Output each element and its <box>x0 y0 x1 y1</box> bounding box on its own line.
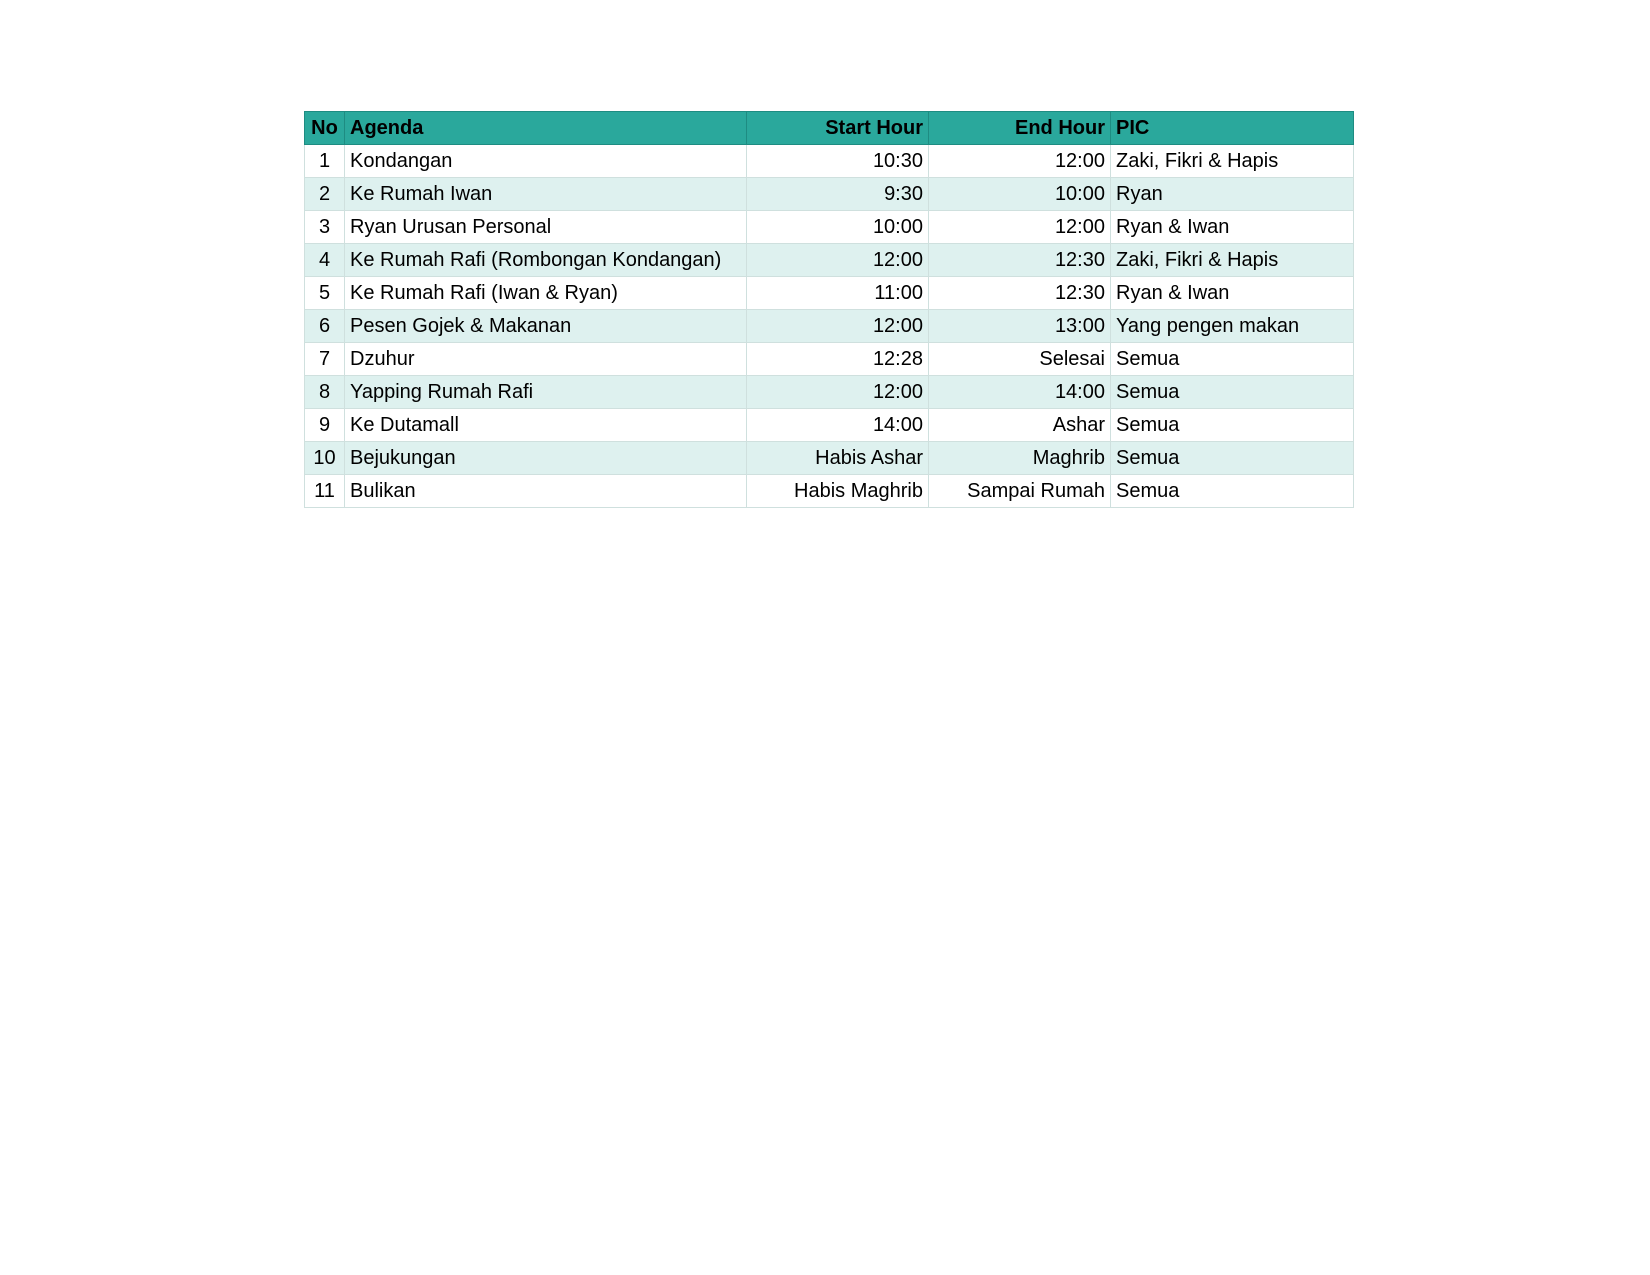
cell-start-hour: 14:00 <box>747 409 929 442</box>
cell-start-hour: Habis Maghrib <box>747 475 929 508</box>
header-pic: PIC <box>1111 112 1354 145</box>
cell-agenda: Ke Rumah Rafi (Iwan & Ryan) <box>345 277 747 310</box>
cell-pic: Ryan <box>1111 178 1354 211</box>
cell-start-hour: 12:00 <box>747 376 929 409</box>
table-row <box>305 211 1354 244</box>
cell-end-hour: 14:00 <box>929 376 1111 409</box>
cell-pic: Semua <box>1111 343 1354 376</box>
table-row <box>305 277 1354 310</box>
cell-no: 1 <box>305 145 345 178</box>
table-row <box>305 244 1354 277</box>
cell-start-hour: 10:00 <box>747 211 929 244</box>
header-agenda: Agenda <box>345 112 747 145</box>
table-row <box>305 442 1354 475</box>
cell-start-hour: 10:30 <box>747 145 929 178</box>
agenda-sheet <box>304 111 1354 508</box>
cell-agenda: Ryan Urusan Personal <box>345 211 747 244</box>
cell-start-hour: 11:00 <box>747 277 929 310</box>
cell-agenda: Ke Rumah Rafi (Rombongan Kondangan) <box>345 244 747 277</box>
agenda-table <box>304 111 1354 508</box>
cell-start-hour: 12:00 <box>747 244 929 277</box>
cell-end-hour: 12:00 <box>929 145 1111 178</box>
cell-agenda: Dzuhur <box>345 343 747 376</box>
cell-agenda: Kondangan <box>345 145 747 178</box>
cell-pic: Semua <box>1111 442 1354 475</box>
cell-no: 8 <box>305 376 345 409</box>
cell-pic: Zaki, Fikri & Hapis <box>1111 244 1354 277</box>
cell-pic: Ryan & Iwan <box>1111 277 1354 310</box>
table-header-row <box>305 112 1354 145</box>
cell-pic: Semua <box>1111 376 1354 409</box>
cell-no: 11 <box>305 475 345 508</box>
cell-end-hour: Sampai Rumah <box>929 475 1111 508</box>
cell-no: 6 <box>305 310 345 343</box>
cell-start-hour: 12:28 <box>747 343 929 376</box>
cell-end-hour: 10:00 <box>929 178 1111 211</box>
cell-agenda: Ke Rumah Iwan <box>345 178 747 211</box>
cell-end-hour: 12:00 <box>929 211 1111 244</box>
cell-agenda: Bulikan <box>345 475 747 508</box>
cell-end-hour: 12:30 <box>929 277 1111 310</box>
cell-no: 7 <box>305 343 345 376</box>
header-no: No <box>305 112 345 145</box>
cell-start-hour: Habis Ashar <box>747 442 929 475</box>
cell-no: 3 <box>305 211 345 244</box>
cell-pic: Semua <box>1111 409 1354 442</box>
cell-pic: Zaki, Fikri & Hapis <box>1111 145 1354 178</box>
table-row <box>305 145 1354 178</box>
cell-no: 9 <box>305 409 345 442</box>
cell-start-hour: 12:00 <box>747 310 929 343</box>
header-start-hour: Start Hour <box>747 112 929 145</box>
table-row <box>305 475 1354 508</box>
table-row <box>305 409 1354 442</box>
header-end-hour: End Hour <box>929 112 1111 145</box>
cell-end-hour: Ashar <box>929 409 1111 442</box>
cell-agenda: Ke Dutamall <box>345 409 747 442</box>
cell-end-hour: Selesai <box>929 343 1111 376</box>
cell-end-hour: 13:00 <box>929 310 1111 343</box>
cell-no: 10 <box>305 442 345 475</box>
cell-no: 4 <box>305 244 345 277</box>
table-row <box>305 343 1354 376</box>
cell-pic: Yang pengen makan <box>1111 310 1354 343</box>
cell-pic: Ryan & Iwan <box>1111 211 1354 244</box>
table-row <box>305 178 1354 211</box>
cell-start-hour: 9:30 <box>747 178 929 211</box>
cell-end-hour: 12:30 <box>929 244 1111 277</box>
cell-agenda: Yapping Rumah Rafi <box>345 376 747 409</box>
cell-pic: Semua <box>1111 475 1354 508</box>
cell-no: 2 <box>305 178 345 211</box>
cell-agenda: Bejukungan <box>345 442 747 475</box>
table-row <box>305 376 1354 409</box>
table-row <box>305 310 1354 343</box>
cell-end-hour: Maghrib <box>929 442 1111 475</box>
cell-agenda: Pesen Gojek & Makanan <box>345 310 747 343</box>
cell-no: 5 <box>305 277 345 310</box>
